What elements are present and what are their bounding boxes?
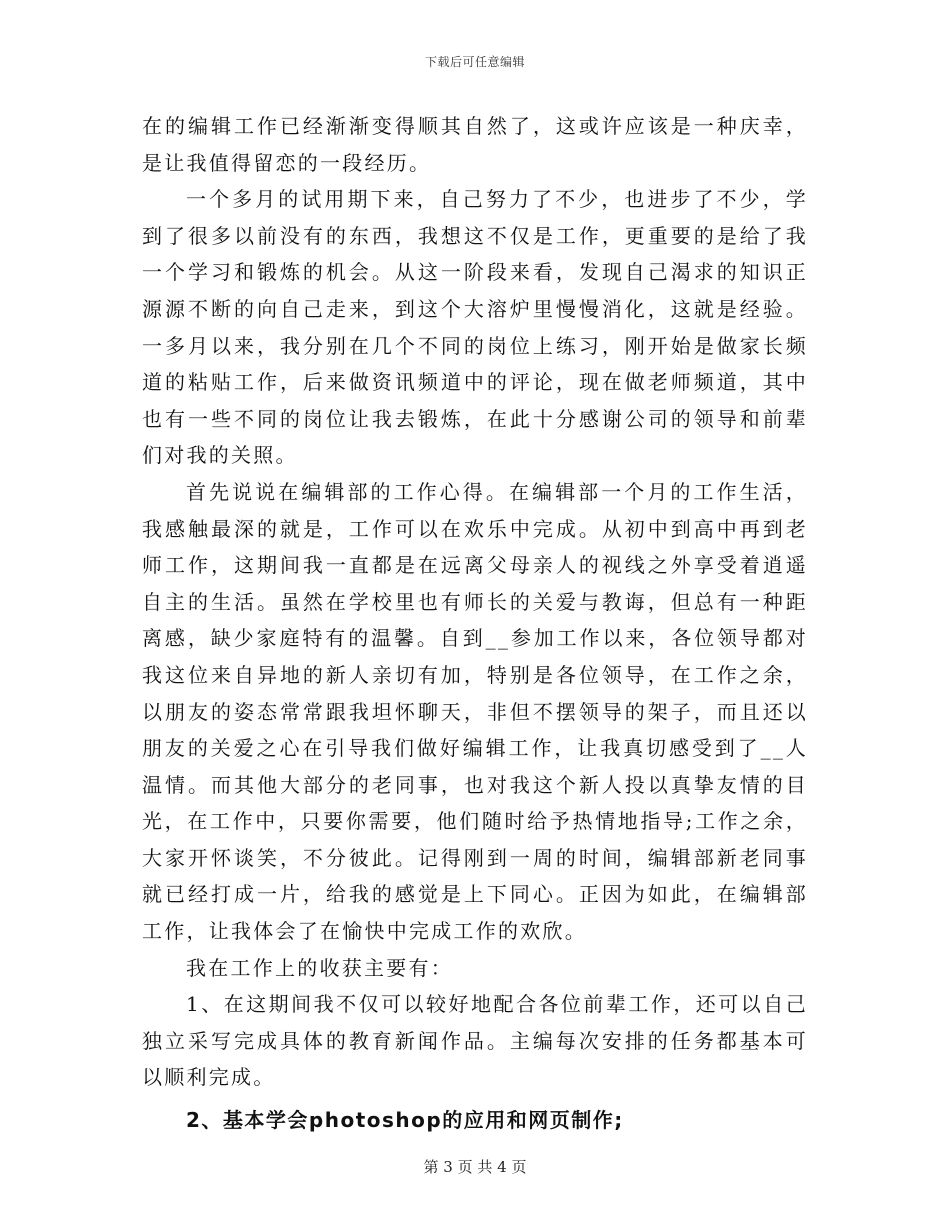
document-body	[142, 108, 808, 1139]
page-number: 第 3 页 共 4 页	[423, 1158, 527, 1176]
paragraph-continuation: 在的编辑工作已经渐渐变得顺其自然了，这或许应该是一种庆幸，是让我值得留恋的一段经历。	[142, 114, 808, 175]
paragraph-probation-summary: 一个多月的试用期下来，自己努力了不少，也进步了不少，学到了很多以前没有的东西，我想这不仅是工作，更重要的是给了我一个学习和锻炼的机会。从这一阶段来看，发现自己渴求的知识正源源不断的向自己走来，到这个大溶炉里慢慢消化，这就是经验。一多月以来，我分别在几个不同的岗位上练习，刚开始是做家长频道的粘贴工作，后来做资讯频道中的评论，现在做老师频道，其中也有一些不同的岗位让我去锻炼，在此十分感谢公司的领导和前辈们对我的关照。	[142, 187, 808, 468]
header-note: 下载后可任意编辑	[424, 55, 525, 69]
paragraph-gain-1: 1、在这期间我不仅可以较好地配合各位前辈工作，还可以自己独立采写完成具体的教育新闻作品。主编每次安排的任务都基本可以顺利完成。	[142, 992, 808, 1090]
paragraph-gain-2: 2、基本学会photoshop的应用和网页制作;	[186, 1108, 624, 1133]
paragraph-gains-intro: 我在工作上的收获主要有：	[186, 955, 453, 980]
paragraph-editorial-experience: 首先说说在编辑部的工作心得。在编辑部一个月的工作生活，我感触最深的就是，工作可以在欢乐中完成。从初中到高中再到老师工作，这期间我一直都是在远离父母亲人的视线之外享受着逍遥自主的生活。虽然在学校里也有师长的关爱与教诲，但总有一种距离感，缺少家庭特有的温馨。自到__参加工作以来，各位领导都对我这位来自异地的新人亲切有加，特别是各位领导，在工作之余，以朋友的姿态常常跟我坦怀聊天，非但不摆领导的架子，而且还以朋友的关爱之心在引导我们做好编辑工作，让我真切感受到了__人温情。而其他大部分的老同事，也对我这个新人投以真挚友情的目光，在工作中，只要你需要，他们随时给予热情地指导;工作之余，大家开怀谈笑，不分彼此。记得刚到一周的时间，编辑部新老同事就已经打成一片，给我的感觉是上下同心。正因为如此，在编辑部工作，让我体会了在愉快中完成工作的欢欣。	[142, 479, 808, 944]
